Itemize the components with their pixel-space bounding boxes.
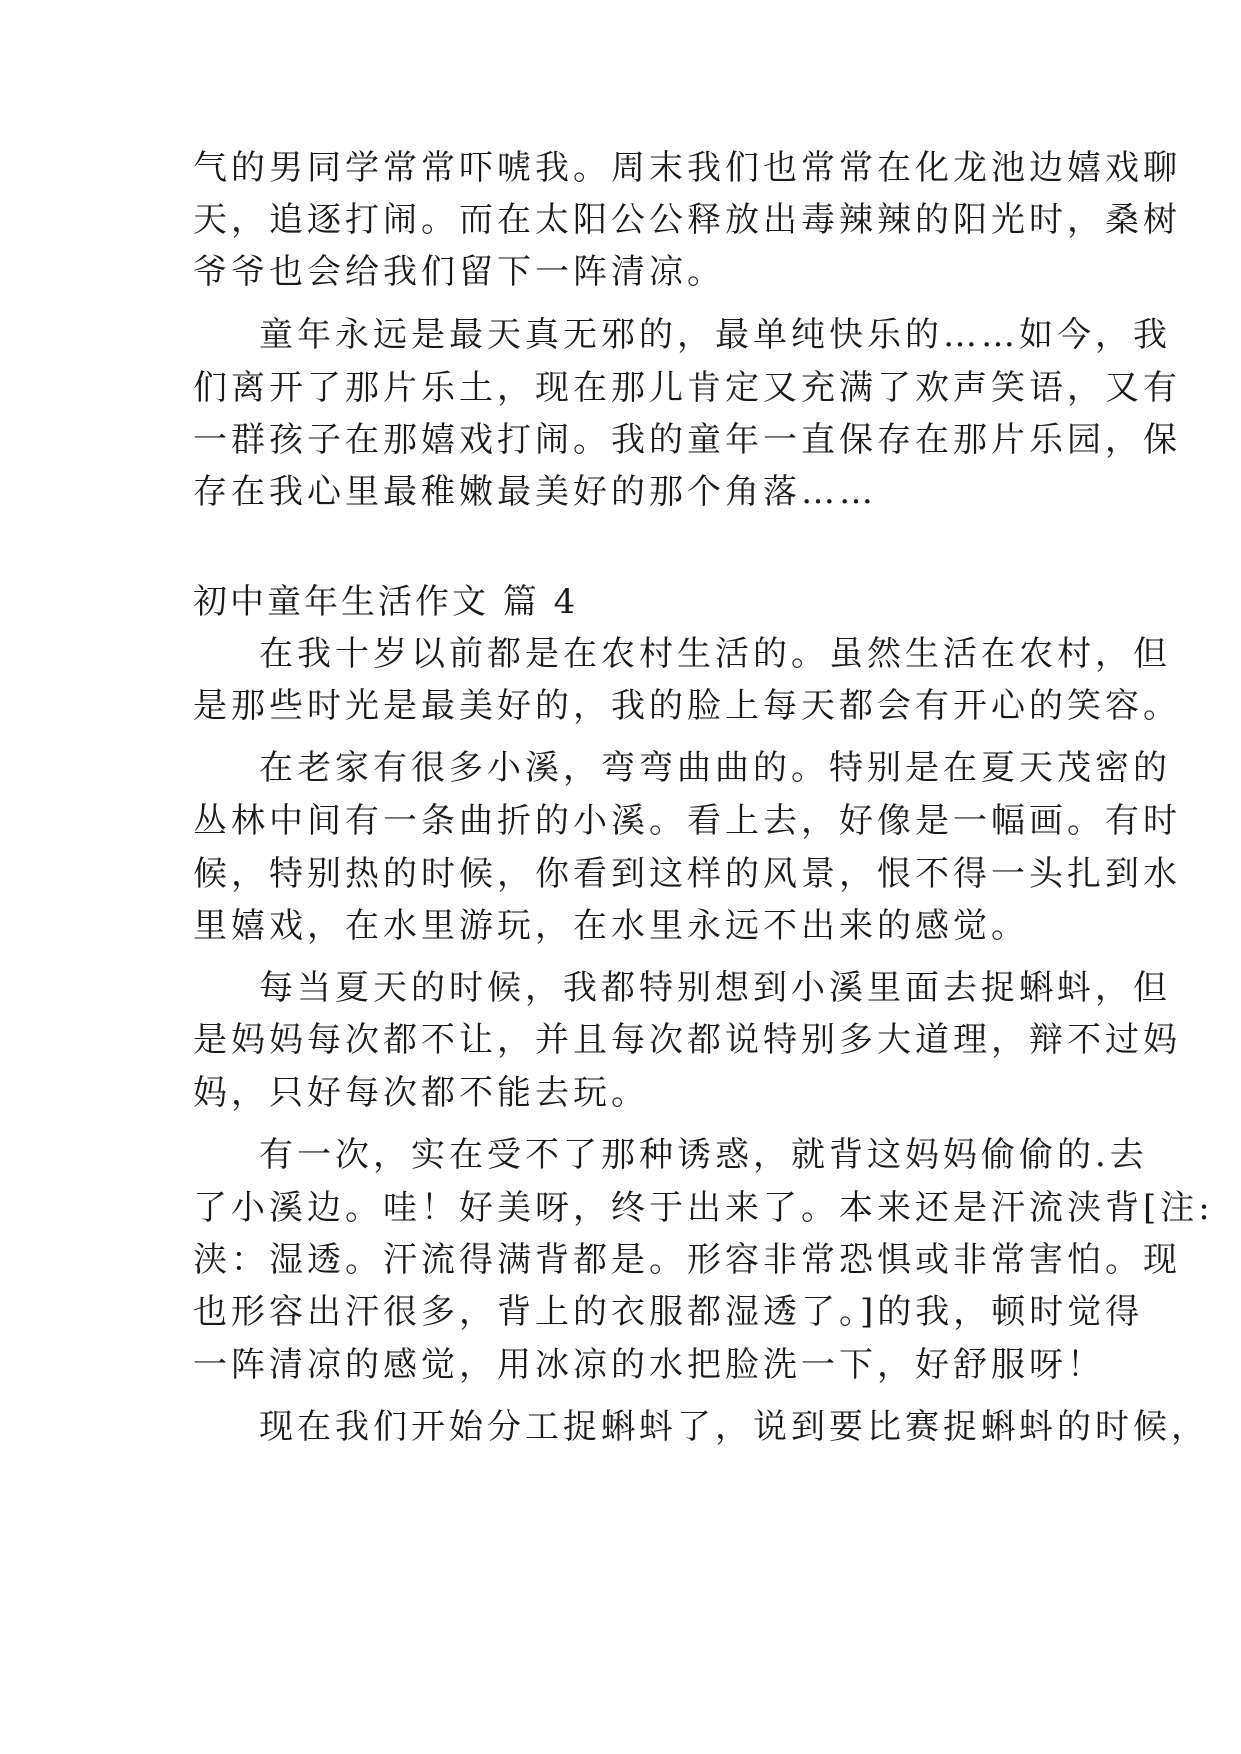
text-line: 丛林中间有一条曲折的小溪。看上去，好像是一幅画。有时 [193, 801, 1181, 841]
text-line: 童年永远是最天真无邪的，最单纯快乐的……如今，我 [259, 315, 1171, 355]
text-line: 气的男同学常常吓唬我。周末我们也常常在化龙池边嬉戏聊 [193, 148, 1181, 188]
text-line: 也形容出汗很多，背上的衣服都湿透了。]的我，顿时觉得 [193, 1292, 1144, 1332]
text-line: 爷爷也会给我们留下一阵清凉。 [193, 252, 725, 292]
text-line: 妈，只好每次都不能去玩。 [193, 1073, 649, 1113]
text-line: 每当夏天的时候，我都特别想到小溪里面去捉蝌蚪，但 [259, 968, 1171, 1008]
text-line: 在老家有很多小溪，弯弯曲曲的。特别是在夏天茂密的 [259, 748, 1171, 788]
text-line: 里嬉戏，在水里游玩，在水里永远不出来的感觉。 [193, 906, 1029, 946]
text-line: 们离开了那片乐土，现在那儿肯定又充满了欢声笑语，又有 [193, 368, 1181, 408]
text-line: 有一次，实在受不了那种诱惑，就背这妈妈偷偷的.去 [259, 1135, 1148, 1175]
text-line: 是那些时光是最美好的，我的脸上每天都会有开心的笑容。 [193, 686, 1181, 726]
section-heading: 初中童年生活作文 篇 4 [193, 582, 579, 622]
text-line: 浃：湿透。汗流得满背都是。形容非常恐惧或非常害怕。现 [193, 1240, 1181, 1280]
text-line: 候，特别热的时候，你看到这样的风景，恨不得一头扎到水 [193, 854, 1181, 894]
text-line: 在我十岁以前都是在农村生活的。虽然生活在农村，但 [259, 634, 1171, 674]
text-line: 是妈妈每次都不让，并且每次都说特别多大道理，辩不过妈 [193, 1020, 1181, 1060]
text-line: 一阵清凉的感觉，用冰凉的水把脸洗一下，好舒服呀！ [193, 1345, 1105, 1385]
text-line: 了小溪边。哇！好美呀，终于出来了。本来还是汗流浃背[注: [193, 1188, 1214, 1228]
text-line: 一群孩子在那嬉戏打闹。我的童年一直保存在那片乐园，保 [193, 420, 1181, 460]
text-line: 现在我们开始分工捉蝌蚪了，说到要比赛捉蝌蚪的时候， [259, 1407, 1209, 1447]
text-line: 天，追逐打闹。而在太阳公公释放出毒辣辣的阳光时，桑树 [193, 200, 1181, 240]
text-line: 存在我心里最稚嫩最美好的那个角落…… [193, 472, 877, 512]
